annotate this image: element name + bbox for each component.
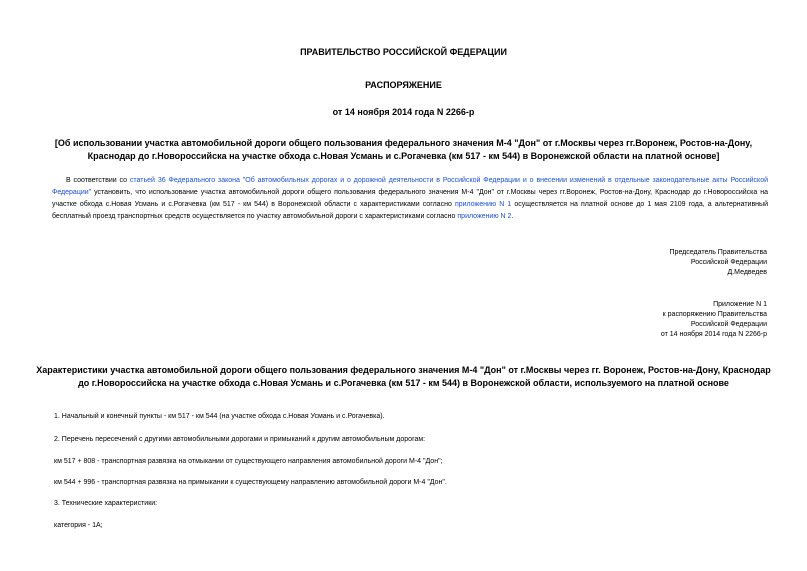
body-paragraph	[52, 175, 768, 223]
document-subject: [Об использовании участка автомобильной дороги общего пользования федерального значения М-4 "Дон" от г.Москвы через гг.Воронеж, Ростов-на-Дону, Краснодар до г.Новороссийска на участке обхода с.Новая Усмань и с.Рогачевка (км 517 - км 544) в Воронежской области на платной основе]	[54, 138, 753, 161]
authority-title: ПРАВИТЕЛЬСТВО РОССИЙСКОЙ ФЕДЕРАЦИИ	[300, 47, 507, 57]
law-article-link[interactable]: статьей 36 Федерального закона "Об автомобильных дорогах и о дорожной деятельности в Российской Федерации и о внесении изменений в отдельные законодательные акты Российской Федерации"	[52, 177, 768, 196]
appendix-2-link[interactable]: приложению N 2	[457, 213, 512, 220]
body-text-part4: .	[511, 213, 514, 220]
list-item: км 517 + 808 - транспортная развязка на отмыкании от существующего направления автомобильной дороги М-4 "Дон";	[54, 458, 443, 465]
appendix-header	[661, 300, 767, 340]
appendix-header-line: от 14 ноября 2014 года N 2266-р	[660, 331, 767, 338]
signature-line: Российской Федерации	[690, 259, 767, 266]
appendix-title: Характеристики участка автомобильной дороги общего пользования федерального значения М-4 "Дон" от г.Москвы через гг. Воронеж, Ростов-на-Дону, Краснодар до г.Новороссийска на участке обхода с.Новая Усмань и с.Рогачевка (км 517 - км 544) в Воронежской области, используемого на платной основе	[36, 365, 771, 388]
appendix-header-line: Российской Федерации	[690, 321, 767, 328]
document-type: РАСПОРЯЖЕНИЕ	[365, 80, 442, 90]
signature-line: Председатель Правительства	[669, 249, 767, 256]
signature-block	[670, 248, 767, 278]
list-item: 1. Начальный и конечный пункты - км 517 - км 544 (на участке обхода с.Новая Усмань и с.Рогачевка).	[54, 413, 385, 420]
signature-line: Д.Медведев	[727, 269, 767, 276]
list-item: 2. Перечень пересечений с другими автомобильными дорогами и примыканий к другим автомобильным дорогам:	[54, 436, 426, 443]
list-item: категория - 1А;	[54, 522, 103, 529]
appendix-1-link[interactable]: приложению N 1	[454, 201, 512, 208]
list-item: 3. Технические характеристики:	[54, 500, 158, 507]
appendix-header-line: к распоряжению Правительства	[662, 311, 767, 318]
document-date-number: от 14 ноября 2014 года N 2266-р	[332, 107, 475, 117]
body-text-part3: осуществляется на платной основе до 1 мая 2109 года, а альтернативный бесплатный проезд транспортных средств осуществляется по участку автомобильной дороги с характеристиками согласно	[52, 201, 768, 220]
list-item: км 544 + 996 - транспортная развязка на примыкании к существующему направлению автомобильной дороги М-4 "Дон".	[54, 479, 447, 486]
body-text-part2: установить, что использование участка автомобильной дороги общего пользования федерального значения М-4 "Дон" от г.Москвы через гг.Воронеж, Ростов-на-Дону, Краснодар до г.Новороссийска на участке обхода с.Новая Усмань и с.Рогачевка (км 517 - км 544) в Воронежской области с характеристиками согласно	[52, 189, 768, 208]
appendix-header-line: Приложение N 1	[713, 301, 767, 308]
body-text-part1: В соответствии со	[66, 177, 130, 184]
